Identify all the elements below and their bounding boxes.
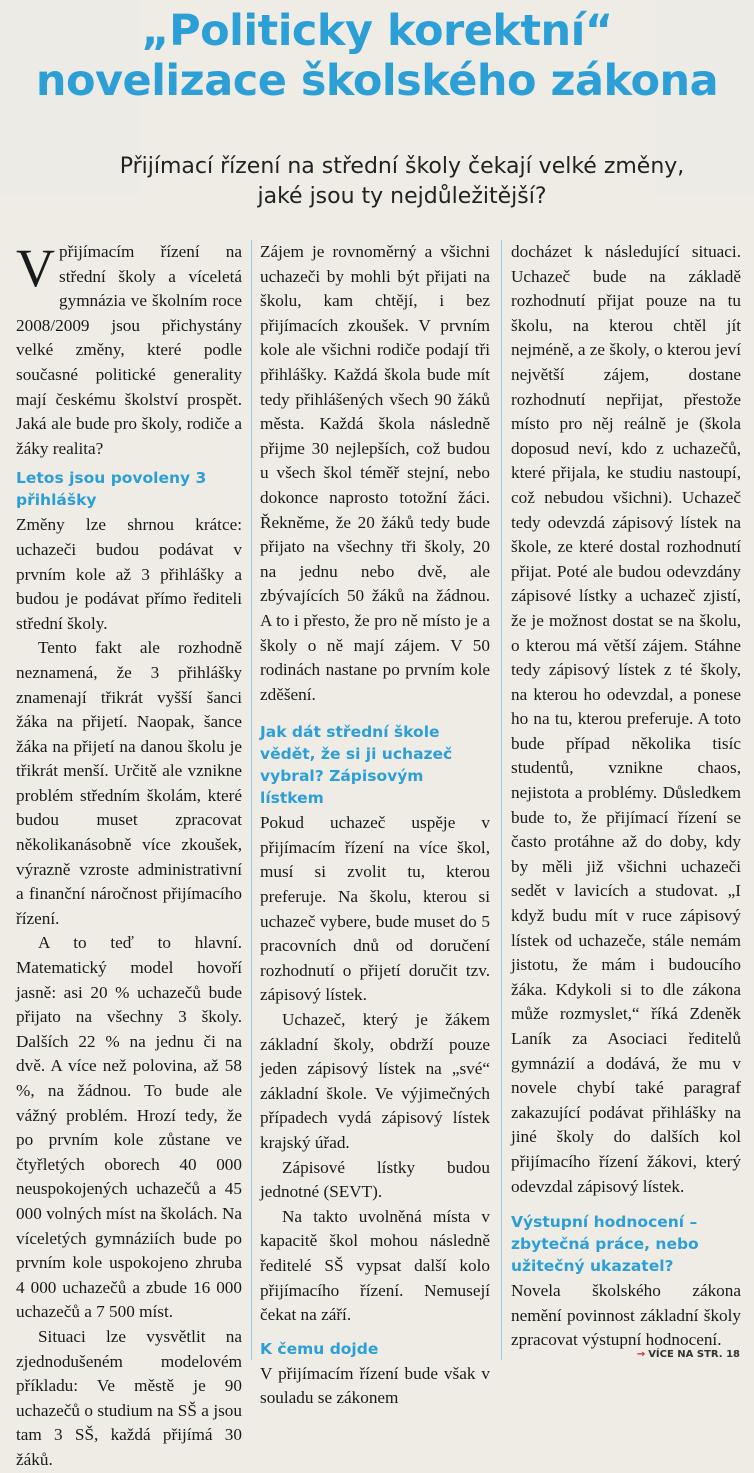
column-divider xyxy=(501,240,502,1360)
intro-paragraph xyxy=(16,240,242,461)
paragraph: Změny lze shrnou krátce: uchazeči budou podávat v prvním kole až 3 přihlášky a budou je podávat přímo řediteli střední školy. xyxy=(16,515,242,633)
article-title xyxy=(0,6,754,106)
drop-cap: V xyxy=(16,238,55,298)
continued-on-page xyxy=(637,1349,740,1360)
section-heading: Jak dát střední škole vědět, že si ji uchazeč vybral? Zápisovým lístkem xyxy=(260,723,453,808)
title-line-2: novelizace školského zákona xyxy=(35,56,719,106)
title-line-1: „Politicky korektní“ xyxy=(141,6,613,56)
section-heading: Letos jsou povoleny 3 přihlášky xyxy=(16,469,207,510)
continued-label: VÍCE NA STR. 18 xyxy=(648,1349,740,1360)
column-3 xyxy=(511,240,741,1353)
column-divider xyxy=(251,240,252,1360)
paragraph: Novela školského zákona nemění povinnost základní školy zpracovat výstupní hodnocení. xyxy=(511,1281,741,1350)
paragraph: Zájem je rovnoměrný a všichni uchazeči by mohli být přijati na školu, kam chtějí, i bez přijímacích zkoušek. V prvním kole ale všichni rodiče podají tři přihlášky. Každá škola bude mít tedy přihlášených všech 90 žáků města. Každá škola následně přijme 30 nejlepších, což budou u všech škol téměř stejní, nebo dokonce naprosto totožní žáci. Řekněme, že 20 žáků tedy bude přijato na všechny tři školy, 20 na jednu nebo dvě, ale zbývajících 50 žáků na žádnou. A to i přesto, že pro ně místo je a školy o ně mají zájem. V 50 rodinách nastane po prvním kole zděšení. xyxy=(260,242,490,704)
column-2 xyxy=(260,240,490,1411)
paragraph: Uchazeč, který je žákem základní školy, obdrží pouze jeden zápisový lístek na „své“ základní škole. Ve výjimečných případech vydá zápisový lístek krajský úřad. xyxy=(260,1010,490,1152)
paragraph: Na takto uvolněná místa v kapacitě škol mohou následně ředitelé SŠ vypsat další kolo přijímacího řízení. Nemusejí čekat na září. xyxy=(260,1206,490,1325)
paragraph: A to teď to hlavní. Matematický model hovoří jasně: asi 20 % uchazečů bude přijato na všechny 3 školy. Dalších 22 % na jednu či na dvě. A více než polovina, až 58 %, na žádnou. To bude ale vážný problém. Hrozí tedy, že po prvním kole zůstane ve čtyřletých oborech 40 000 neuspokojených uchazečů a 45 000 volných míst na školách. Na víceletých gymnáziích bude po prvním kole uspokojeno zhruba 4 000 uchazečů a zbude 16 000 uchazečů a 7 500 míst. xyxy=(16,933,242,1322)
intro-text: přijímacím řízení na střední školy a víceletá gymnázia ve školním roce 2008/2009 jsou přichystány velké změny, které podle současné politické generality mají českému školství prospět. Jaká ale bude pro školy, rodiče a žáky realita? xyxy=(16,242,242,458)
paragraph: Pokud uchazeč uspěje v přijímacím řízení na více škol, musí si zvolit tu, kterou preferuje. Na školu, kterou si uchazeč vybere, bude muset do 5 pracovních dnů od doručení rozhodnutí o přijetí doručit tzv. zápisový lístek. xyxy=(260,813,490,1005)
paragraph: V přijímacím řízení bude však v souladu se zákonem xyxy=(260,1363,490,1408)
section-heading: Výstupní hodnocení – zbytečná práce, nebo užitečný ukazatel? xyxy=(511,1213,699,1276)
paragraph: Tento fakt ale rozhodně neznamená, že 3 přihlášky znamenají třikrát vyšší šanci žáka na přijetí. Naopak, šance žáka na přijetí na danou školu je třikrát menší. Určitě ale vznikne problém středním školám, které budou muset zpracovat několikanásobně více zkoušek, výrazně vzroste administrativní a finanční náročnost přijímacího řízení. xyxy=(16,638,242,928)
column-1 xyxy=(16,240,242,1473)
article-subtitle: Přijímací řízení na střední školy čekají velké změny, jaké jsou ty nejdůležitější? xyxy=(119,154,685,209)
arrow-right-icon: → xyxy=(636,1349,646,1360)
paragraph: Situaci lze vysvětlit na zjednodušeném modelovém příkladu: Ve městě je 90 uchazečů o studium na SŠ a jsou tam 3 SŠ, každá přijímá 30 žáků. xyxy=(16,1326,242,1469)
paragraph: Zápisové lístky budou jednotné (SEVT). xyxy=(260,1157,490,1202)
section-heading: K čemu dojde xyxy=(260,1339,379,1358)
paragraph: docházet k následující situaci. Uchazeč bude na základě rozhodnutí přijat pouze na tu školu, na kterou chtěl jít nejméně, a ze školy, o kterou jeví největší zájem, dostane rozhodnutí nepřijat, přestože místo pro něj reálně je (škola doposud neví, kdo z uchazečů, které přijala, ke studiu nastoupí, což nebudou všichni). Uchazeč tedy odevzdá zápisový lístek na škole, ze které dostal rozhodnutí přijat. Poté ale budou odevzdány zápisové lístky a uchazeč zjistí, že je možnost dostat se na školu, o kterou má větší zájem. Stáhne tedy zápisový lístek z té školy, na kterou ho odevzdal, a ponese ho na tu, kterou preferuje. A toto bude případ několika tisíc studentů, vznikne chaos, nejistota a problémy. Důsledkem bude to, že přijímací řízení se často protáhne až do doby, kdy by měli již všichni uchazeči sedět v lavicích a studovat. „I když budu mít v ruce zápisový lístek od uchazeče, stále nemám jistotu, že mám i budoucího žáka. Kdykoli si to dle zákona může rozmyslet,“ říká Zdeněk Laník za Asociaci ředitelů gymnázií a dodává, že mu v novele chybí také paragraf zakazující podávat přihlášky na jiné školy do dalších kol přijímacího řízení žákovi, který odevzdal zápisový lístek. xyxy=(511,242,741,1196)
